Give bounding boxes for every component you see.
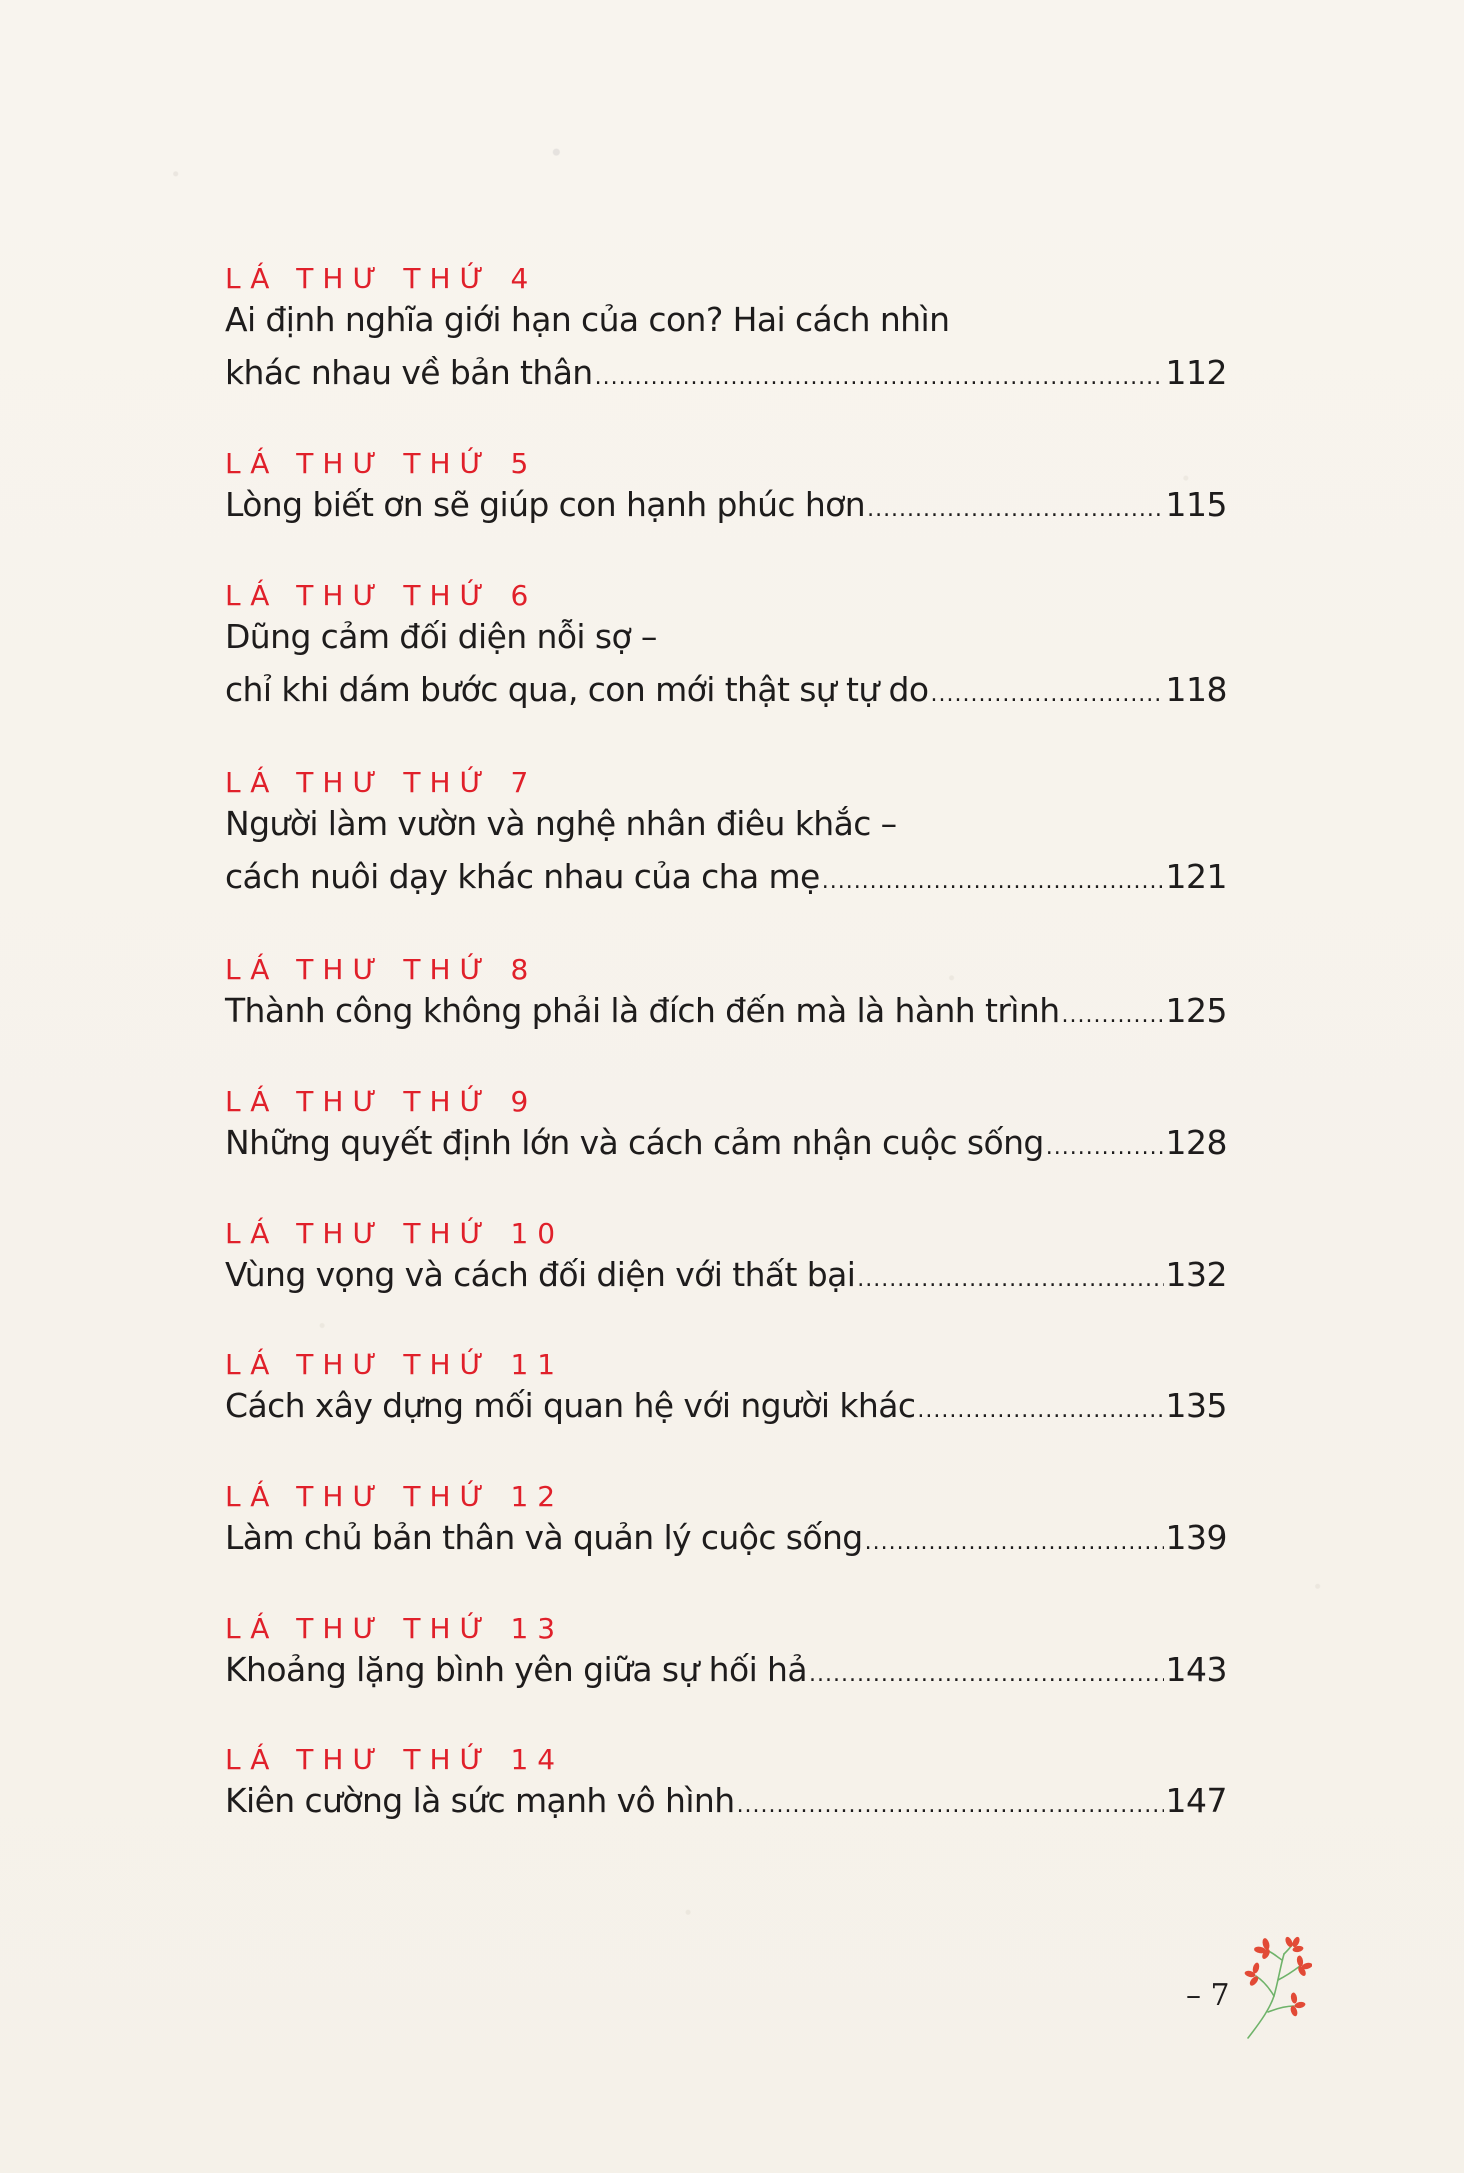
toc-title-line: [225, 663, 1227, 716]
page-number: 147: [1165, 1781, 1227, 1820]
toc-title-line: [225, 1774, 1227, 1827]
toc-title: Lòng biết ơn sẽ giúp con hạnh phúc hơn: [225, 485, 866, 524]
dot-leader: [595, 351, 1164, 404]
toc-title: Cách xây dựng mối quan hệ với người khác: [225, 1386, 916, 1425]
toc-title-line: [225, 1248, 1227, 1301]
toc-entry-letter-9[interactable]: [225, 1085, 1227, 1169]
letter-label: LÁ THƯ THỨ 11: [225, 1348, 565, 1381]
dot-leader: [737, 1779, 1164, 1832]
toc-title: Ai định nghĩa giới hạn của con? Hai cách nhìn: [225, 300, 950, 339]
toc-title-line: [225, 293, 1227, 346]
toc-title: Làm chủ bản thân và quản lý cuộc sống: [225, 1518, 863, 1557]
toc-entry-letter-12[interactable]: [225, 1480, 1227, 1564]
dot-leader: [1062, 989, 1164, 1042]
page-number: 121: [1165, 857, 1227, 896]
toc-entry-letter-4[interactable]: [225, 262, 1227, 399]
page-number: 143: [1165, 1650, 1227, 1689]
page-number: 112: [1165, 353, 1227, 392]
letter-label: LÁ THƯ THỨ 6: [225, 579, 538, 612]
toc-title-line: [225, 797, 1227, 850]
toc-title: Những quyết định lớn và cách cảm nhận cuộc sống: [225, 1123, 1044, 1162]
toc-title-line: [225, 610, 1227, 663]
flower-sprig-icon: [1244, 1936, 1312, 2040]
toc-title-line: [225, 984, 1227, 1037]
toc-title: cách nuôi dạy khác nhau của cha mẹ: [225, 857, 820, 896]
letter-label: LÁ THƯ THỨ 10: [225, 1217, 565, 1250]
page-number: 139: [1165, 1518, 1227, 1557]
toc-entry-letter-5[interactable]: [225, 447, 1227, 531]
page-number: 135: [1165, 1386, 1227, 1425]
toc-title-line: [225, 850, 1227, 903]
toc-title: Vùng vọng và cách đối diện với thất bại: [225, 1255, 856, 1294]
page-number: 132: [1165, 1255, 1227, 1294]
letter-label: LÁ THƯ THỨ 8: [225, 953, 538, 986]
letter-label: LÁ THƯ THỨ 7: [225, 766, 538, 799]
letter-label: LÁ THƯ THỨ 5: [225, 447, 538, 480]
toc-entry-letter-14[interactable]: [225, 1743, 1227, 1827]
toc-title: Khoảng lặng bình yên giữa sự hối hả: [225, 1650, 807, 1689]
letter-label: LÁ THƯ THỨ 9: [225, 1085, 538, 1118]
page-number: 115: [1165, 485, 1227, 524]
letter-label: LÁ THƯ THỨ 13: [225, 1612, 565, 1645]
toc-entry-letter-13[interactable]: [225, 1612, 1227, 1696]
toc-title-line: [225, 1379, 1227, 1432]
dot-leader: [917, 1384, 1163, 1437]
toc-title: chỉ khi dám bước qua, con mới thật sự tự do: [225, 670, 929, 709]
dot-leader: [867, 483, 1163, 536]
letter-label: LÁ THƯ THỨ 14: [225, 1743, 565, 1776]
toc-entry-letter-7[interactable]: [225, 766, 1227, 903]
toc-title-line: [225, 1643, 1227, 1696]
dot-leader: [857, 1253, 1163, 1306]
toc-title: Người làm vườn và nghệ nhân điêu khắc –: [225, 804, 897, 843]
dot-leader: [1046, 1121, 1164, 1174]
dot-leader: [865, 1516, 1164, 1569]
toc-title-line: [225, 1116, 1227, 1169]
toc-entry-letter-11[interactable]: [225, 1348, 1227, 1432]
toc-title: Kiên cường là sức mạnh vô hình: [225, 1781, 735, 1820]
toc-entry-letter-8[interactable]: [225, 953, 1227, 1037]
toc-title: khác nhau về bản thân: [225, 353, 593, 392]
dot-leader: [930, 668, 1163, 721]
page-number: 125: [1165, 991, 1227, 1030]
page-folio: – 7: [1186, 1978, 1230, 2013]
toc-title-line: [225, 346, 1227, 399]
toc-title: Thành công không phải là đích đến mà là hành trình: [225, 991, 1060, 1030]
toc-entry-letter-10[interactable]: [225, 1217, 1227, 1301]
letter-label: LÁ THƯ THỨ 4: [225, 262, 538, 295]
toc-entry-letter-6[interactable]: [225, 579, 1227, 716]
toc-title: Dũng cảm đối diện nỗi sợ –: [225, 617, 657, 656]
letter-label: LÁ THƯ THỨ 12: [225, 1480, 565, 1513]
page-number: 128: [1165, 1123, 1227, 1162]
dot-leader: [809, 1648, 1164, 1701]
page-number: 118: [1165, 670, 1227, 709]
toc-title-line: [225, 478, 1227, 531]
toc-title-line: [225, 1511, 1227, 1564]
dot-leader: [822, 855, 1164, 908]
